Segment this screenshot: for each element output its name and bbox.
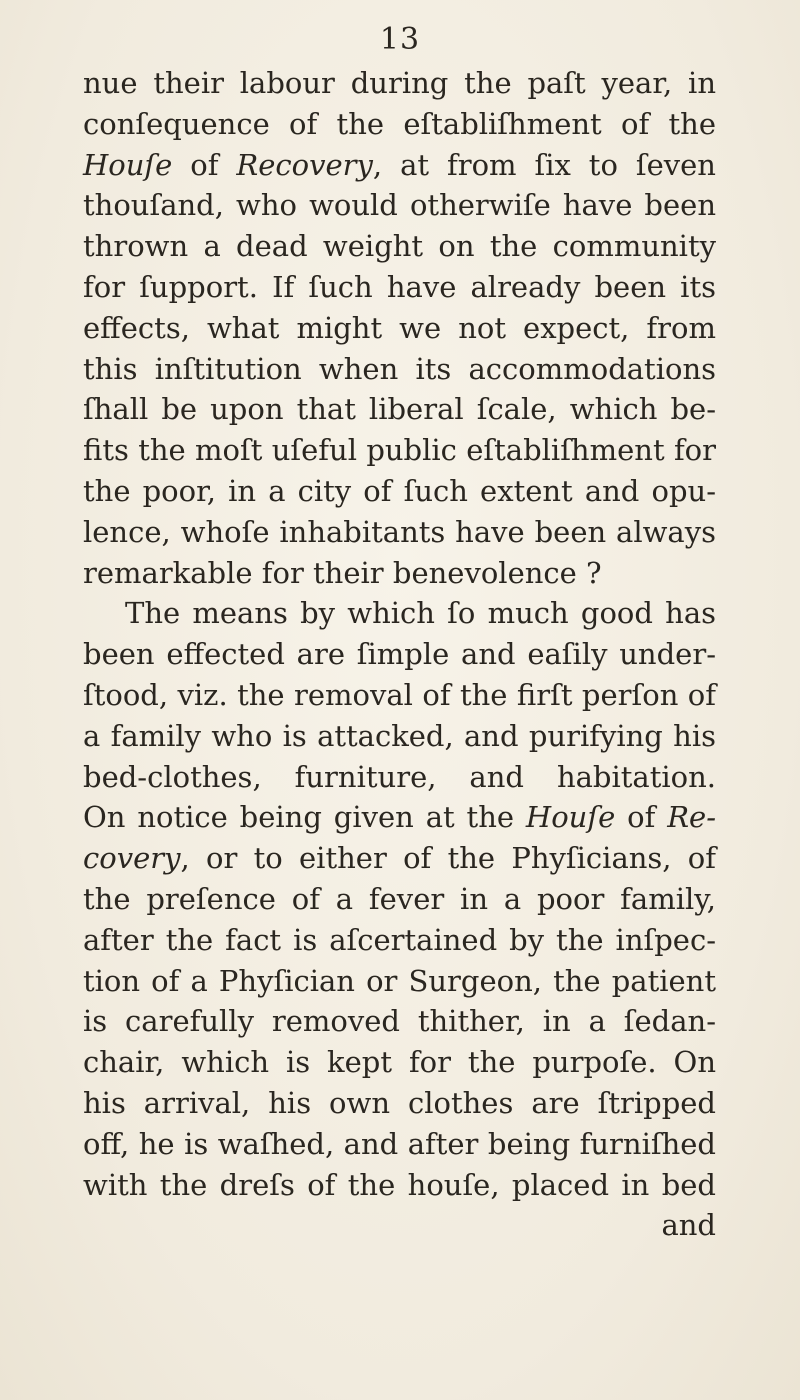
text-line xyxy=(83,104,716,145)
text-run: nue their labour during the paſt year, in xyxy=(83,66,716,100)
text-run: The means by which ſo much good has xyxy=(125,596,716,631)
text-line xyxy=(83,757,716,798)
text-line xyxy=(83,879,716,920)
text-run: On notice being given at the xyxy=(83,800,526,835)
text-line xyxy=(83,349,716,390)
text-line xyxy=(83,308,716,349)
text-run: of xyxy=(172,147,237,182)
text-line xyxy=(83,838,716,879)
text-line xyxy=(83,716,716,757)
text-line xyxy=(83,1001,716,1042)
text-run: chair, which is kept for the purpoſe. On xyxy=(83,1045,716,1080)
italic-text: Houſe xyxy=(83,147,173,182)
italic-text: covery xyxy=(83,841,181,876)
text-run: for ſupport. If ſuch have already been its xyxy=(83,269,716,304)
italic-text: Houſe xyxy=(525,800,616,835)
text-run: fits the moſt uſeful public eſtabliſhment for xyxy=(83,433,716,468)
text-run: tion of a Phyſician or Surgeon, the patient xyxy=(83,963,716,998)
text-line xyxy=(83,920,716,961)
text-line xyxy=(83,553,716,594)
text-line xyxy=(83,1042,716,1083)
text-run: the poor, in a city of ſuch extent and opu- xyxy=(83,473,716,508)
text-run: a family who is attacked, and purifying his xyxy=(83,718,716,753)
text-line xyxy=(83,63,716,104)
text-run: off, he is waſhed, and after being furniſhed xyxy=(83,1126,716,1161)
text-run: thouſand, who would otherwiſe have been xyxy=(83,188,716,223)
text-line xyxy=(83,185,716,226)
text-run: with the dreſs of the houſe, placed in bed xyxy=(83,1167,716,1202)
text-run: ſtood, viz. the removal of the firſt perſon of xyxy=(83,677,716,712)
text-line xyxy=(83,471,716,512)
italic-text: Re- xyxy=(667,800,716,835)
text-line xyxy=(83,512,716,553)
italic-text: Recovery xyxy=(236,147,373,182)
text-line xyxy=(83,1165,716,1206)
text-line xyxy=(83,226,716,267)
text-run: , at from ſix to ſeven xyxy=(372,147,716,182)
text-line xyxy=(83,634,716,675)
text-run: after the fact is aſcertained by the inſpec- xyxy=(83,922,716,957)
text-run: thrown a dead weight on the community xyxy=(83,229,716,264)
text-line xyxy=(83,675,716,716)
text-run: been effected are ſimple and eaſily under- xyxy=(83,637,716,672)
text-line xyxy=(83,267,716,308)
text-run: conſequence of the eſtabliſhment of the xyxy=(83,106,716,141)
text-run: this inſtitution when its accommodations xyxy=(83,351,716,386)
text-run: effects, what might we not expect, from xyxy=(83,310,716,345)
body-text xyxy=(83,63,716,1246)
text-line xyxy=(83,389,716,430)
text-run: , or to either of the Phyſicians, of xyxy=(180,841,716,876)
text-line xyxy=(83,430,716,471)
page-number: 13 xyxy=(379,22,421,57)
catchword: and xyxy=(661,1208,716,1243)
text-run: is carefully removed thither, in a ſedan- xyxy=(83,1004,716,1039)
text-run: his arrival, his own clothes are ſtripped xyxy=(83,1085,716,1120)
text-run: of xyxy=(615,800,668,835)
text-line xyxy=(83,1124,716,1165)
text-run: ſhall be upon that liberal ſcale, which be- xyxy=(83,392,716,427)
text-run: lence, whoſe inhabitants have been always xyxy=(83,514,716,549)
text-line xyxy=(83,593,716,634)
text-line xyxy=(83,1083,716,1124)
text-line xyxy=(83,961,716,1002)
text-line xyxy=(83,145,716,186)
text-line xyxy=(83,797,716,838)
text-run: bed-clothes, furniture, and habitation. xyxy=(83,759,716,794)
text-run: remarkable for their benevolence ? xyxy=(83,555,602,590)
text-run: the preſence of a fever in a poor family, xyxy=(83,881,716,916)
